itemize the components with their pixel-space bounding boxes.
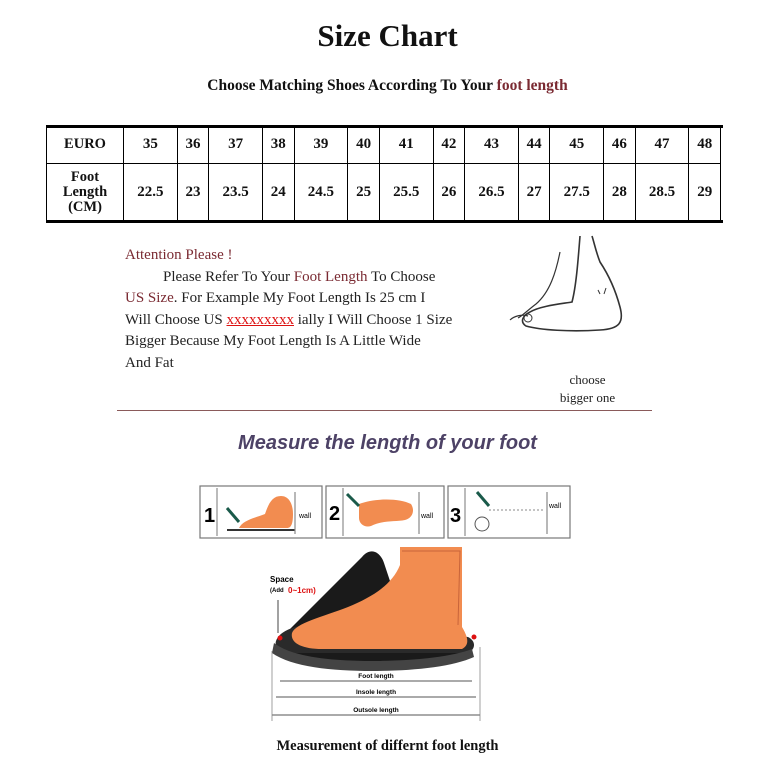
attention-highlight: US Size [125,290,174,306]
heel-marker [472,635,477,640]
pen-icon [347,494,359,506]
length-cell: 23.5 [209,164,263,221]
euro-label: EURO [47,126,124,164]
table-bottom-rule [46,220,723,223]
choose-note-line: choose [569,372,606,387]
length-cell: 27 [518,164,550,221]
euro-cell: 41 [379,126,433,164]
length-cell: 27.5 [550,164,604,221]
attention-heading: Attention Please ! [125,247,233,263]
size-table [46,125,721,221]
attention-text: . For Example My Foot Length Is 25 cm I [173,290,426,306]
length-cell: 25 [348,164,380,221]
euro-cell: 37 [209,126,263,164]
euro-cell: 39 [294,126,348,164]
foot-sketch-icon [500,232,640,362]
euro-cell: 43 [465,126,519,164]
attention-text: Will Choose US [125,311,223,328]
page-title: Size Chart [317,18,458,53]
length-cell: 22.5 [124,164,178,221]
foot-length-row [47,164,721,221]
subtitle-highlight: foot length [496,77,568,94]
euro-cell: 44 [518,126,550,164]
length-cell: 26 [433,164,465,221]
length-cell: 23 [177,164,209,221]
add-label: (Add [270,588,284,594]
euro-cell: 35 [124,126,178,164]
insole-length-label: Insole length [355,689,397,696]
euro-cell: 47 [635,126,689,164]
outsole-length-label: Outsole length [353,707,399,714]
step-2 [326,486,444,538]
attention-line [125,288,517,310]
attention-line [125,310,517,332]
euro-cell: 46 [604,126,636,164]
length-cell: 24 [263,164,295,221]
foot-length-label-line: Foot [70,168,100,185]
step-number: 3 [450,505,462,527]
choose-note-line: bigger one [559,390,616,405]
foot-length-label-line: Length [62,183,108,200]
attention-text: Please Refer To Your [163,268,290,285]
attention-line: Bigger Because My Foot Length Is A Little Wide [125,333,421,349]
choose-bigger-note [545,371,630,407]
tape-icon [475,517,489,531]
foot-length-label [47,164,124,221]
step-1 [200,486,322,538]
foot-length-label: Foot length [358,673,394,680]
euro-cell: 40 [348,126,380,164]
attention-line [125,267,517,289]
pen-icon [477,492,489,506]
attention-redacted: xxxxxxxxx [226,311,294,328]
length-cell: 24.5 [294,164,348,221]
attention-highlight: Foot Length [293,268,368,285]
euro-cell: 45 [550,126,604,164]
euro-cell: 38 [263,126,295,164]
section-divider [117,410,652,411]
attention-line: And Fat [125,354,174,371]
wall-label: wall [549,503,562,510]
foot-length-label-line: (CM) [68,198,102,215]
subtitle-prefix: Choose Matching Shoes According To Your [207,77,493,94]
euro-cell: 42 [433,126,465,164]
foot-icon [239,496,293,528]
foot-diagram [262,545,497,725]
euro-cell: 36 [177,126,209,164]
table-top-rule [46,125,723,128]
wall-label: wall [421,513,434,520]
step-number: 2 [329,503,341,525]
length-cell: 29 [689,164,721,221]
length-cell: 26.5 [465,164,519,221]
add-range: 0~1cm) [288,586,316,595]
foot-top-icon [359,500,413,527]
euro-cell: 48 [689,126,721,164]
wall-label: wall [299,513,312,520]
measure-title: Measure the length of your foot [238,432,537,454]
pen-icon [227,508,239,522]
attention-note [125,245,517,374]
toe-marker [278,636,283,641]
step-3 [448,486,570,538]
attention-text: ially I Will Choose 1 Size [297,311,453,328]
diagram-caption: Measurement of differnt foot length [276,738,499,754]
attention-text: To Choose [370,268,436,285]
step-number: 1 [204,505,216,527]
length-cell: 28 [604,164,636,221]
measure-steps [199,484,579,540]
euro-row [47,126,721,164]
step-3-frame [448,486,570,538]
length-cell: 28.5 [635,164,689,221]
subtitle [0,77,775,95]
length-cell: 25.5 [379,164,433,221]
space-label: Space [270,575,294,584]
